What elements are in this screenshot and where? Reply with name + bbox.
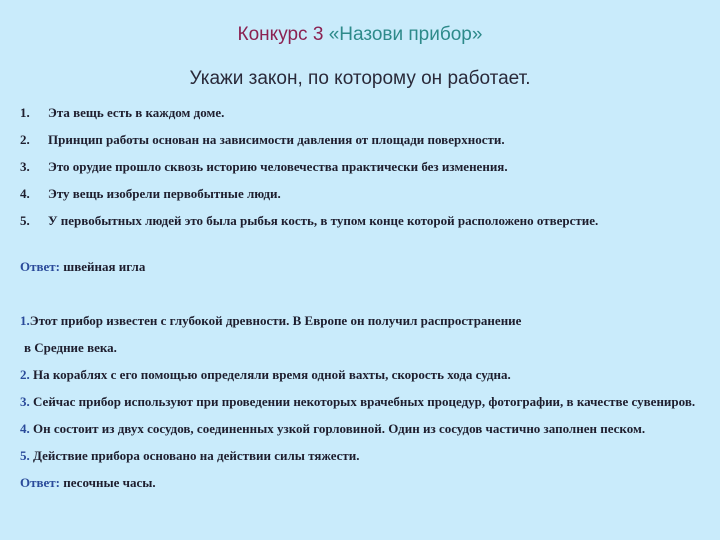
riddle-list-2 <box>20 312 700 501</box>
answer-2 <box>20 474 700 492</box>
item-number: 5. <box>20 213 30 228</box>
item-number: 2. <box>20 367 30 382</box>
item-text: Этот прибор известен с глубокой древности. В Европе он получил распространение <box>29 313 522 328</box>
item-number: 2. <box>20 132 30 147</box>
item-number: 4. <box>20 421 30 436</box>
answer-label: Ответ: <box>20 475 61 490</box>
item-text: Сейчас прибор используют при проведении некоторых врачебных процедур, фотографии, в качестве сувениров. <box>29 394 696 409</box>
list-item <box>20 420 700 438</box>
item-number: 5. <box>20 448 30 463</box>
item-text: Он состоит из двух сосудов, соединенных узкой горловиной. Один из сосудов частично заполнен песком. <box>29 421 646 436</box>
list-item <box>20 366 700 384</box>
item-text: Эта вещь есть в каждом доме. <box>48 105 225 120</box>
list-item <box>20 339 700 357</box>
item-text: Принцип работы основан на зависимости давления от площади поверхности. <box>48 132 505 147</box>
item-number: 3. <box>20 394 30 409</box>
contest-title <box>0 24 720 46</box>
item-text: Это орудие прошло сквозь историю человечества практически без изменения. <box>48 159 508 174</box>
list-item <box>20 393 700 411</box>
item-number: 3. <box>20 159 30 174</box>
answer-text: швейная игла <box>60 259 146 274</box>
task-subtitle: Укажи закон, по которому он работает. <box>189 68 531 89</box>
item-number: 1. <box>20 313 30 328</box>
list-item <box>20 212 700 230</box>
list-item <box>20 185 700 203</box>
item-text: Действие прибора основано на действии силы тяжести. <box>29 448 360 463</box>
item-text: Эту вещь изобрели первобытные люди. <box>48 186 281 201</box>
title-prefix: Конкурс 3 <box>237 24 329 45</box>
list-item <box>20 312 700 330</box>
list-item <box>20 447 700 465</box>
list-item <box>20 131 700 149</box>
answer-label: Ответ: <box>20 259 61 274</box>
title-quoted: «Назови прибор» <box>328 24 483 45</box>
item-text: в Средние века. <box>24 340 117 355</box>
item-text: У первобытных людей это была рыбья кость, в тупом конце которой расположено отверстие. <box>48 213 599 228</box>
riddle-list-1 <box>20 104 700 239</box>
answer-1 <box>20 258 145 276</box>
answer-text: песочные часы. <box>60 475 156 490</box>
item-text: На кораблях с его помощью определяли время одной вахты, скорость хода судна. <box>29 367 511 382</box>
item-number: 1. <box>20 105 30 120</box>
list-item <box>20 104 700 122</box>
item-number: 4. <box>20 186 30 201</box>
list-item <box>20 158 700 176</box>
